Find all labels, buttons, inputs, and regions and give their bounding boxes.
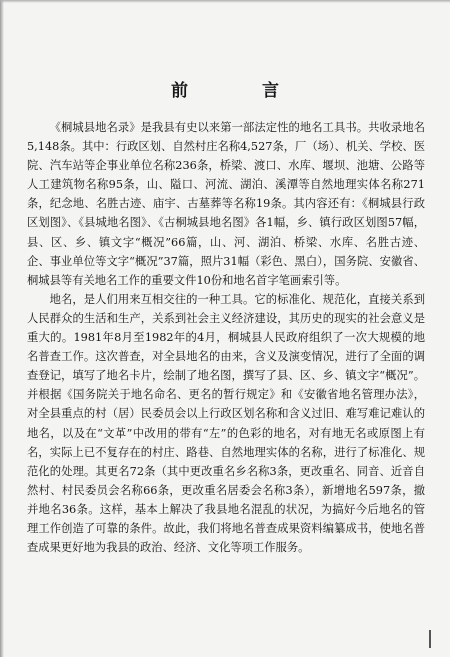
page-title: 前 言 [171,81,313,101]
paragraph-1: 《桐城县地名录》是我县有史以来第一部法定性的地名工具书。共收录地名5,148条。其中：行政区划、自然村庄名称4,527条，厂（场）、机关、学校、医院、汽车站等企事业单位名称236条，桥梁、渡口、水库、堰坝、池塘、公路等人工建筑物名称95条，山、隘口、河流、湖泊、溪潭等自然地理实体名称271条，纪念地、名胜古迹、庙宇、古墓葬等名称19条。其内容还有：《桐城县行政区划图》、《县城地名图》、《古桐城县地名图》各1幅，乡、镇行政区划图57幅，县、区、乡、镇文字“概况”66篇，山、河、湖泊、桥梁、水库、名胜古迹、企、事业单位等文字“概况”37篇，照片31幅（彩色、黑白），国务院、安徽省、桐城县等有关地名工作的重要文件10份和地名首字笔画索引等。 [27,121,425,287]
preface-body [27,118,425,557]
paragraph-2: 地名，是人们用来互相交往的一种工具。它的标准化、规范化，直接关系到人民群众的生活和生产，关系到社会主义经济建设，其历史的现实的社会意义是重大的。1981年8月至1982年的4月，桐城县人民政府组织了一次大规模的地名普查工作。这次普查，对全县地名的由来，含义及演变情况，进行了全面的调查登记，填写了地名卡片，绘制了地名图，撰写了县、区、乡、镇文字“概况”。并根据《国务院关于地名命名、更名的暂行规定》和《安徽省地名管理办法》，对全县重点的村（居）民委员会以上行政区划名称和含义过旧、难写难记难认的地名，以及在“文革”中改用的带有“左”的色彩的地名，对有地无名或原图上有名，实际上已不复存在的村庄、路巷、自然地理实体的名称，进行了标准化、规范化的处理。其更名72条（其中更改重名乡名称3条，更改重名、同音、近音自然村、村民委员会名称66条，更改重名居委会名称3条），新增地名597条，撤并地名36条。这样，基本上解决了我县地名混乱的状况，为搞好今后地名的管理工作创造了可靠的条件。故此，我们将地名普查成果资料编纂成书，使地名普查成果更好地为我县的政治、经济、文化等项工作服务。 [27,292,425,555]
page-corner-mark [429,630,431,648]
scan-edge-shadow-top [0,0,450,3]
